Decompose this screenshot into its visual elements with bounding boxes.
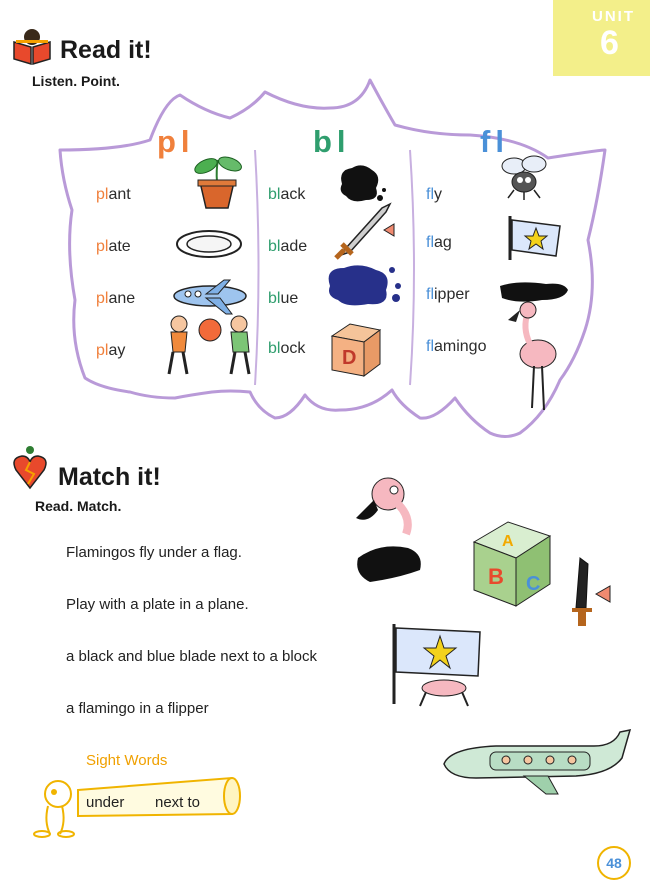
flag-illustration [500, 212, 564, 262]
kids-playing-illustration [165, 312, 255, 380]
blue-ink-illustration [320, 262, 406, 310]
word-fly: fly [426, 186, 442, 203]
word-plane: plane [96, 290, 136, 307]
plate-illustration [175, 228, 243, 260]
sentence-3: a black and blue blade next to a block [66, 648, 318, 665]
word-blue: blue [268, 290, 299, 307]
word-plant: plant [96, 186, 131, 203]
word-play: play [96, 342, 126, 359]
blade-illustration [332, 200, 402, 262]
word-plate: plate [96, 238, 131, 255]
word-block: block [268, 340, 306, 357]
black-blade-illustration [566, 554, 620, 630]
fly-illustration [500, 152, 550, 200]
pl-header: pl [157, 124, 195, 159]
block-illustration [328, 320, 384, 380]
flag-with-flamingo-illustration [386, 620, 486, 708]
match-it-title: Match it! [58, 463, 161, 491]
word-flamingo: flamingo [426, 338, 487, 355]
block-letter-b: B [488, 564, 504, 589]
abc-block-illustration [470, 512, 554, 610]
heart-icon [12, 444, 48, 490]
sentence-1: Flamingos fly under a flag. [66, 544, 242, 561]
word-black: black [268, 186, 306, 203]
block-letter-a: A [502, 533, 514, 550]
word-flipper: flipper [426, 286, 470, 303]
sight-word-under: under [86, 794, 125, 811]
flamingo-illustration [504, 298, 564, 418]
unit-number: 6 [600, 24, 619, 62]
flamingo-in-flipper-illustration [350, 474, 430, 588]
svg-text:D: D [342, 347, 357, 369]
sentence-4: a flamingo in a flipper [66, 700, 209, 717]
sight-word-next-to: next to [155, 794, 201, 811]
bl-header: bl [313, 124, 351, 159]
unit-label: UNIT [592, 8, 635, 25]
match-it-subtitle: Read. Match. [35, 498, 122, 514]
telescope-illustration [32, 770, 244, 842]
word-blade: blade [268, 238, 308, 255]
fl-header: fl [480, 124, 509, 159]
read-it-subtitle: Listen. Point. [32, 73, 120, 89]
sentence-2: Play with a plate in a plane. [66, 596, 249, 613]
page-number: 48 [597, 846, 631, 880]
block-letter-c: C [526, 573, 541, 595]
plane-with-passengers-illustration [436, 718, 636, 798]
sight-words-title: Sight Words [86, 752, 168, 769]
read-it-title: Read it! [60, 36, 152, 64]
plane-illustration [170, 276, 252, 316]
plant-illustration [190, 152, 244, 210]
word-flag: flag [426, 234, 452, 251]
